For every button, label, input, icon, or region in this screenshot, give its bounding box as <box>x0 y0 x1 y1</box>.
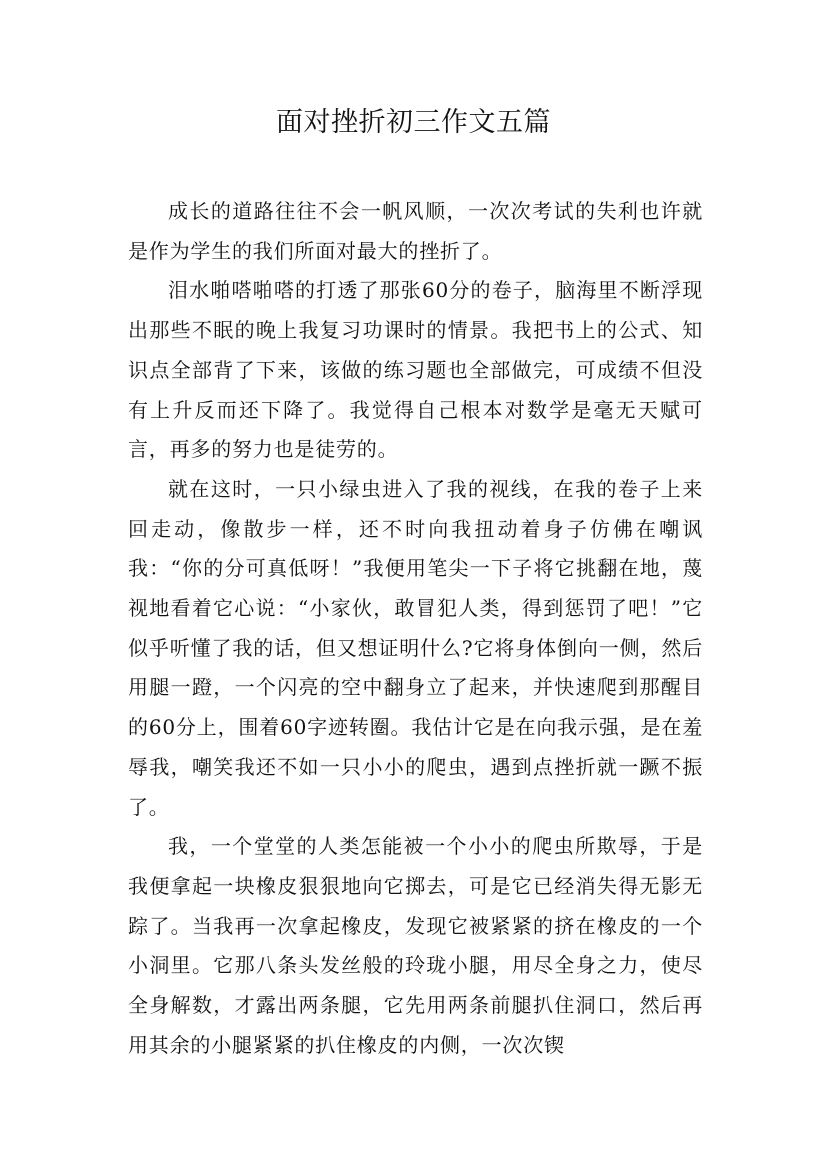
document-title: 面对挫折初三作文五篇 <box>276 107 551 138</box>
document-body <box>128 192 703 1065</box>
paragraph-2: 泪水啪嗒啪嗒的打透了那张60分的卷子，脑海里不断浮现出那些不眠的晚上我复习功课时的情景。我把书上的公式、知识点全部背了下来，该做的练习题也全部做完，可成绩不但没有上升反而还下降了。我觉得自己根本对数学是毫无天赋可言，再多的努力也是徒劳的。 <box>128 278 703 462</box>
paragraph-4: 我，一个堂堂的人类怎能被一个小小的爬虫所欺辱，于是我便拿起一块橡皮狠狠地向它掷去，可是它已经消失得无影无踪了。当我再一次拿起橡皮，发现它被紧紧的挤在橡皮的一个小洞里。它那八条头发丝般的玲珑小腿，用尽全身之力，使尽全身解数，才露出两条腿，它先用两条前腿扒住洞口，然后再用其余的小腿紧紧的扒住橡皮的内侧，一次次锲 <box>128 834 703 1057</box>
paragraph-1: 成长的道路往往不会一帆风顺，一次次考试的失利也许就是作为学生的我们所面对最大的挫折了。 <box>128 199 703 263</box>
paragraph-3: 就在这时，一只小绿虫进入了我的视线，在我的卷子上来回走动，像散步一样，还不时向我扭动着身子仿佛在嘲讽我：“你的分可真低呀！”我便用笔尖一下子将它挑翻在地，蔑视地看着它心说：“小家伙，敢冒犯人类，得到惩罚了吧！”它似乎听懂了我的话，但又想证明什么?它将身体倒向一侧，然后用腿一蹬，一个闪亮的空中翻身立了起来，并快速爬到那醒目的60分上，围着60字迹转圈。我估计它是在向我示强，是在羞辱我，嘲笑我还不如一只小小的爬虫，遇到点挫折就一蹶不振了。 <box>128 476 703 819</box>
